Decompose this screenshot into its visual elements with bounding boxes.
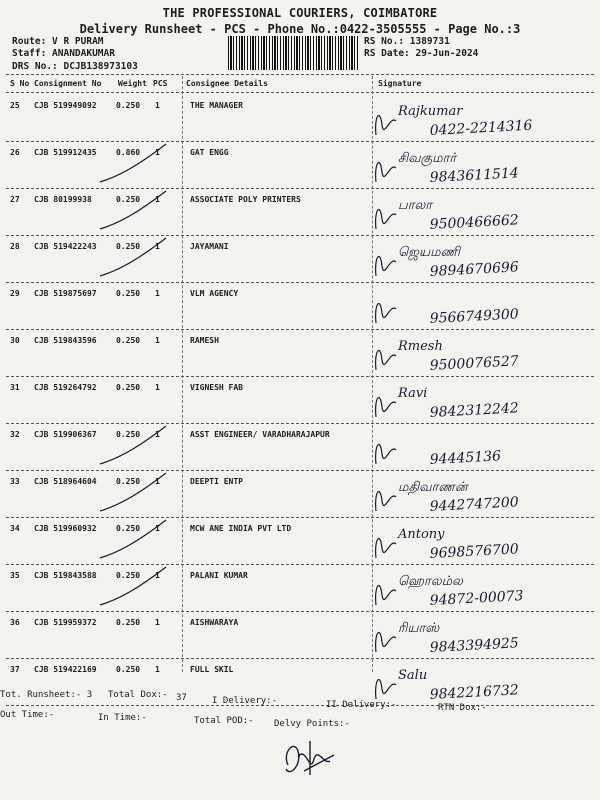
col-weight: Weight [118, 79, 147, 88]
row-consignment-no: CJB 518964604 [34, 477, 97, 486]
row-pcs: 1 [155, 148, 160, 157]
signature-cell [370, 565, 590, 612]
signature-phone: 0422-2214316 [429, 117, 533, 139]
table-row [0, 142, 600, 189]
handwritten-signature [370, 95, 590, 142]
handwritten-signature [370, 471, 590, 518]
table-row [0, 283, 600, 330]
row-weight: 0.860 [116, 148, 141, 157]
rtn-dox-label: RTN Dox:- [438, 703, 487, 713]
company-title: THE PROFESSIONAL COURIERS, COIMBATORE [162, 6, 438, 20]
check-mark-icon [80, 236, 200, 283]
table-row [0, 471, 600, 518]
row-consignee: THE MANAGER [190, 101, 243, 110]
row-sno: 30 [10, 336, 20, 345]
signature-cell [370, 283, 590, 330]
handwritten-signature [370, 565, 590, 612]
row-weight: 0.250 [116, 477, 141, 486]
signature-name: Ravi [398, 386, 428, 401]
handwritten-signature [370, 424, 590, 471]
table-row [0, 612, 600, 659]
table-row [0, 95, 600, 142]
signature-name: சிவகுமார் [398, 151, 457, 166]
row-consignee: VLM AGENCY [190, 289, 239, 298]
signature-phone: 9566749300 [429, 306, 520, 327]
total-dox-value: 37 [176, 693, 187, 703]
barcode [228, 36, 358, 70]
row-pcs: 1 [155, 524, 160, 533]
row-consignment-no: CJB 80199938 [34, 195, 92, 204]
signature-phone: 9843611514 [429, 165, 520, 186]
row-sno: 31 [10, 383, 20, 392]
staff-signature [280, 735, 340, 780]
signature-cell [370, 330, 590, 377]
row-consignment-no: CJB 519949092 [34, 101, 97, 110]
row-consignee: GAT ENGG [190, 148, 229, 157]
table-row [0, 189, 600, 236]
row-pcs: 1 [155, 571, 160, 580]
row-consignee: AISHWARAYA [190, 618, 239, 627]
rs-number: RS No.: 1389731 [364, 36, 450, 47]
row-weight: 0.250 [116, 618, 141, 627]
handwritten-signature [370, 330, 590, 377]
signature-phone: 9698576700 [429, 541, 520, 562]
row-weight: 0.250 [116, 101, 141, 110]
table-row [0, 518, 600, 565]
signature-phone: 94445136 [429, 448, 502, 468]
row-sno: 26 [10, 148, 20, 157]
row-pcs: 1 [155, 618, 160, 627]
row-pcs: 1 [155, 101, 160, 110]
col-pcs: PCS [153, 79, 168, 88]
row-pcs: 1 [155, 430, 160, 439]
signature-cell [370, 471, 590, 518]
drs-number: DRS No.: DCJB138973103 [12, 61, 138, 72]
col-sno: S No [10, 79, 30, 88]
signature-phone: 9842216732 [429, 682, 520, 703]
row-consignment-no: CJB 519959372 [34, 618, 97, 627]
signature-name: Antony [398, 527, 445, 542]
signature-name: ஹொலம்ல [398, 574, 463, 589]
table-row [0, 424, 600, 471]
table-row [0, 330, 600, 377]
row-consignment-no: CJB 519422243 [34, 242, 97, 251]
col-consignee: Consignee Details [186, 79, 268, 88]
check-mark-icon [80, 142, 200, 189]
signature-cell [370, 95, 590, 142]
row-consignee: PALANI KUMAR [190, 571, 248, 580]
ii-delivery-label: II Delivery:- [326, 700, 397, 710]
row-sno: 27 [10, 195, 20, 204]
staff-label: Staff: ANANDAKUMAR [12, 48, 115, 59]
row-weight: 0.250 [116, 195, 141, 204]
signature-cell [370, 612, 590, 659]
row-sno: 32 [10, 430, 20, 439]
signature-phone: 9500076527 [429, 353, 520, 374]
in-time-label: In Time:- [98, 713, 147, 723]
row-weight: 0.250 [116, 336, 141, 345]
row-weight: 0.250 [116, 665, 141, 674]
handwritten-signature [370, 612, 590, 659]
signature-phone: 94872-00073 [429, 588, 524, 609]
signature-phone: 9500466662 [429, 212, 520, 233]
total-dox-label: Total Dox:- [108, 690, 168, 700]
rs-date: RS Date: 29-Jun-2024 [364, 48, 479, 59]
signature-cell [370, 518, 590, 565]
row-consignee: ASSOCIATE POLY PRINTERS [190, 195, 301, 204]
signature-cell [370, 377, 590, 424]
i-delivery-label: I Delivery:- [212, 696, 278, 706]
handwritten-signature [370, 189, 590, 236]
check-mark-icon [80, 189, 200, 236]
row-weight: 0.250 [116, 242, 141, 251]
signature-name: ஜெயமணி [398, 245, 460, 260]
signature-name: Rajkumar [398, 104, 463, 119]
check-mark-icon [80, 424, 200, 471]
out-time-label: Out Time:- [0, 710, 55, 720]
row-weight: 0.250 [116, 430, 141, 439]
row-sno: 29 [10, 289, 20, 298]
signature-name: Rmesh [398, 339, 443, 354]
signature-phone: 9894670696 [429, 259, 520, 280]
row-consignment-no: CJB 519264792 [34, 383, 97, 392]
table-row [0, 236, 600, 283]
signature-name: Salu [398, 668, 428, 683]
row-pcs: 1 [155, 336, 160, 345]
row-sno: 28 [10, 242, 20, 251]
total-pod-label: Total POD:- [194, 716, 254, 726]
signature-name: ரியாஸ் [398, 621, 440, 636]
signature-cell [370, 236, 590, 283]
row-sno: 34 [10, 524, 20, 533]
row-weight: 0.250 [116, 571, 141, 580]
signature-cell [370, 424, 590, 471]
row-sno: 36 [10, 618, 20, 627]
row-weight: 0.250 [116, 383, 141, 392]
row-weight: 0.250 [116, 524, 141, 533]
row-consignment-no: CJB 519875697 [34, 289, 97, 298]
handwritten-signature [370, 518, 590, 565]
handwritten-signature [370, 236, 590, 283]
row-consignee: RAMESH [190, 336, 219, 345]
handwritten-signature [370, 142, 590, 189]
row-consignment-no: CJB 519912435 [34, 148, 97, 157]
row-consignment-no: CJB 519960932 [34, 524, 97, 533]
row-pcs: 1 [155, 477, 160, 486]
row-pcs: 1 [155, 289, 160, 298]
signature-cell [370, 659, 590, 706]
row-divider [6, 705, 594, 706]
row-consignment-no: CJB 519906367 [34, 430, 97, 439]
signature-cell [370, 189, 590, 236]
colhdr-divider [6, 92, 594, 93]
row-consignment-no: CJB 519843596 [34, 336, 97, 345]
check-mark-icon [80, 518, 200, 565]
row-sno: 37 [10, 665, 20, 674]
tot-runsheet: Tot. Runsheet:- 3 [0, 690, 93, 700]
row-sno: 33 [10, 477, 20, 486]
delvy-points-label: Delvy Points:- [274, 719, 350, 729]
handwritten-signature [370, 659, 590, 706]
row-consignee: ASST ENGINEER/ VARADHARAJAPUR [190, 430, 330, 439]
row-consignment-no: CJB 519843588 [34, 571, 97, 580]
row-consignee: VIGNESH FAB [190, 383, 243, 392]
handwritten-signature [370, 377, 590, 424]
table-row [0, 565, 600, 612]
row-pcs: 1 [155, 665, 160, 674]
signature-cell [370, 142, 590, 189]
row-consignee: DEEPTI ENTP [190, 477, 243, 486]
table-row [0, 377, 600, 424]
header-divider [6, 74, 594, 75]
row-sno: 35 [10, 571, 20, 580]
handwritten-signature [370, 283, 590, 330]
runsheet-subtitle: Delivery Runsheet - PCS - Phone No.:0422-3505555 - Page No.:3 [79, 22, 521, 36]
row-pcs: 1 [155, 383, 160, 392]
route-label: Route: V R PURAM [12, 36, 104, 47]
signature-phone: 9842312242 [429, 400, 520, 421]
row-consignee: MCW ANE INDIA PVT LTD [190, 524, 292, 533]
signature-name: மதிவாணன் [398, 480, 468, 495]
row-pcs: 1 [155, 195, 160, 204]
col-consignment: Consignment No [34, 79, 102, 88]
row-pcs: 1 [155, 242, 160, 251]
row-consignee: FULL SKIL [190, 665, 234, 674]
signature-phone: 9442747200 [429, 494, 520, 515]
row-consignment-no: CJB 519422169 [34, 665, 97, 674]
signature-name: பாலா [398, 198, 433, 213]
row-consignee: JAYAMANI [190, 242, 229, 251]
row-sno: 25 [10, 101, 20, 110]
signature-phone: 9843394925 [429, 635, 520, 656]
row-weight: 0.250 [116, 289, 141, 298]
check-mark-icon [80, 471, 200, 518]
check-mark-icon [80, 565, 200, 612]
col-signature: Signature [378, 79, 422, 88]
